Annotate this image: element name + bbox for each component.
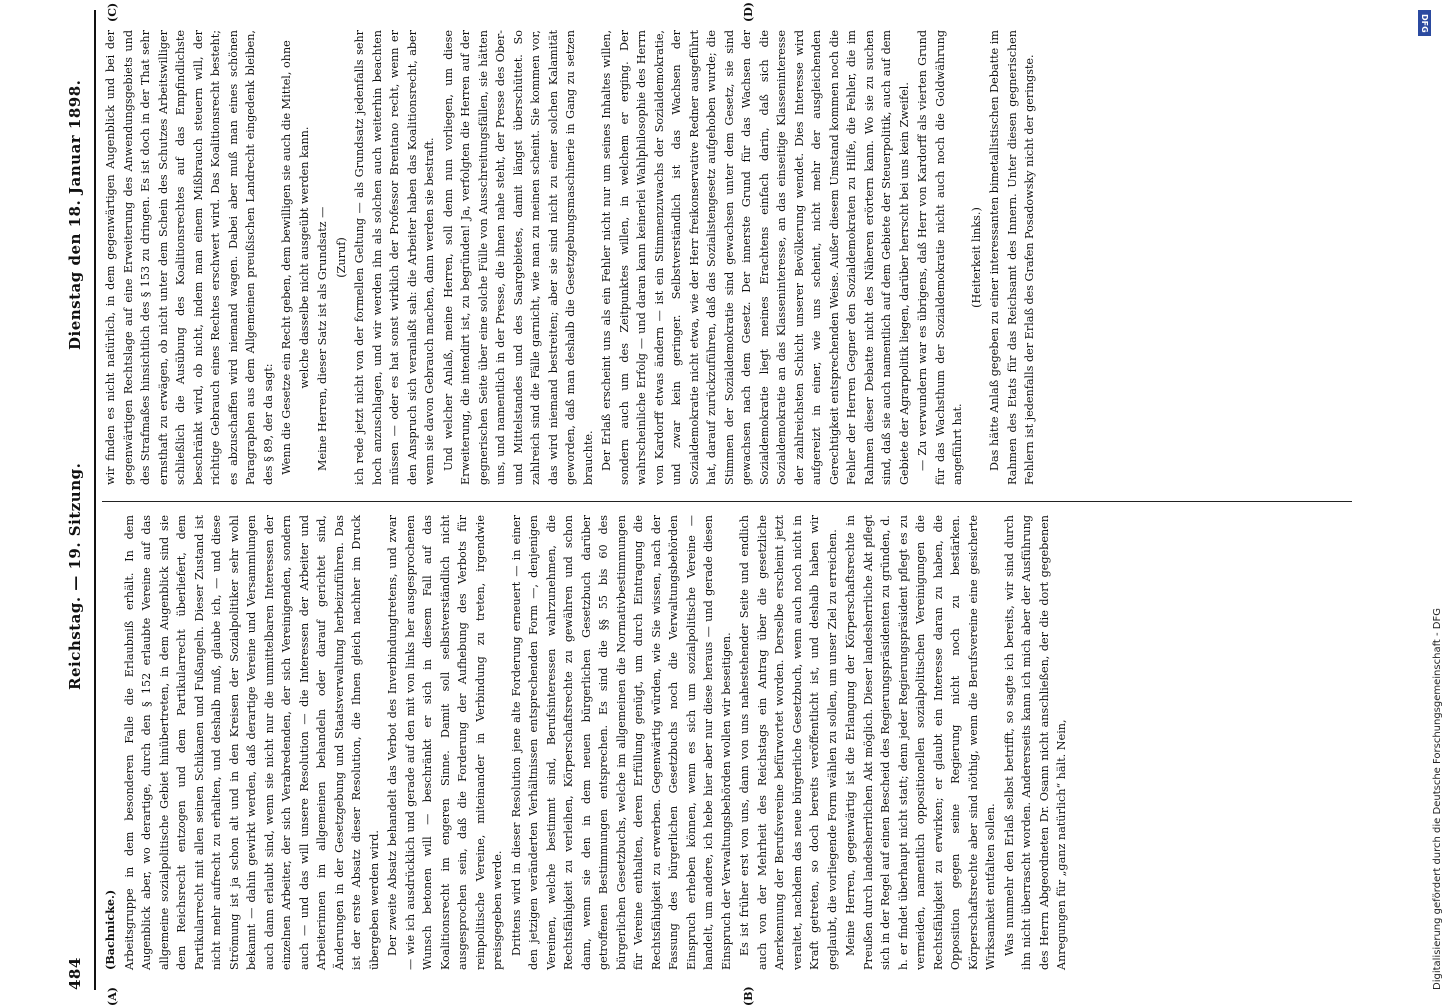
paragraph: Es ist früher erst von uns, dann von uns nahestehender Seite und endlich auch von der Mehrheit des Reichstags ein Antrag über die gesetzliche Anerkennung der Berufsvereine befürwortet worden. Derselbe erscheint jetzt veraltet, nachdem das neue bürgerliche Gesetzbuch, wenn auch noch nicht in Kraft getreten, so doch bereits veröffentlicht ist, und deshalb haben wir geglaubt, die vorliegende Form wählen zu sollen, um unser Ziel zu erreichen. [738, 515, 839, 970]
margin-marker-b: (B) [742, 986, 755, 1006]
header-session-title: Reichstag. — 19. Sitzung. [66, 462, 84, 690]
dfg-logo: DFG [1418, 10, 1431, 36]
paragraph: Drittens wird in dieser Resolution jene alte Forderung erneuert — in einer den jetzigen veränderten Verhältnissen entsprechenden Form —, denjenigen Vereinen, welche bestimmt sind, Berufsinteressen wahrzunehmen, die Rechtsfähigkeit zu verleihen, Körperschaftsrechte zu gewähren und schon dann, wenn sie den in dem neuen bürgerlichen Gesetzbuch darüber getroffenen Bestimmungen entsprechen. Es sind die §§ 55 bis 60 des bürgerlichen Gesetzbuchs, welche im allgemeinen die Normativbestimmungen für Vereine enthalten, deren Erfüllung genügt, um durch Eintragung die Rechtsfähigkeit zu erwerben. Gegenwärtig würden, wie Sie wissen, nach der Fassung des bürgerlichen Gesetzbuchs noch die Verwaltungsbehörden Einspruch erheben können, wenn es sich um sozialpolitische Vereine — handelt, um andere, ich hebe hier aber nur diese heraus — und gerade diesen Einspruch der Verwaltungsbehörden wollen wir beseitigen. [509, 515, 733, 970]
header-rule [94, 10, 96, 990]
paragraph: ich rede jetzt nicht von der formellen Geltung — als Grundsatz jedenfalls sehr hoch anzuschlagen, und wir werden ihn als solchen auch weiterhin beachten müssen — oder es hat sonst wirklich der Professor Brentano recht, wenn er den Anspruch sich veranlaßt sah: die Arbeiter haben das Koalitionsrecht, aber wenn sie davon Gebrauch machen, dann werden sie bestraft. [353, 30, 436, 485]
margin-marker-c: (C) [106, 2, 119, 22]
paragraph: Meine Herren, dieser Satz ist als Grundsatz — [316, 206, 329, 471]
paragraph: Und welcher Anlaß, meine Herren, soll denn nun vorliegen, um diese Erweiterung, die intendirt ist, zu begründen! Ja, verfolgten die Herren auf der gegnerischen Seite über eine solche Fülle von Ausschreitungsfällen, sie hätten uns, und namentlich in der Presse, die ihnen nahe steht, der Presse des Ober- und Mittelstandes und des Saargebietes, damit längst überschüttet. So zahlreich sind die Fälle garnicht, wie man zu meinen scheint. Sie kommen vor, das wird niemand bestreiten; aber sie sind nicht zu einer solchen Kalamität geworden, daß man deshalb die Gesetzgebungsmaschinerie in Gang zu setzen brauchte. [441, 30, 595, 485]
paragraph: wir finden es nicht natürlich, in dem gegenwärtigen Augenblick und bei der gegenwärtigen Rechtslage auf eine Erweiterung des Anwendungsgebiets und des Strafmaßes hinsichtlich des § 153 zu dringen. Es ist doch in der That sehr ernsthaft zu erwägen, ob nicht unter dem Schein des Schutzes Arbeitswilliger schließlich die Ausübung des Koalitionsrechtes auf das Empfindlichste beschränkt wird, ob nicht, indem man einem Mißbrauch steuern will, der richtige Gebrauch eines Rechtes erschwert wird. Das Koalitionsrecht besteht; es abzuschaffen wird niemand wagen. Dabei aber muß man eines schönen Paragraphen aus dem Allgemeinen preußischen Landrecht eingedenk bleiben, des § 89, der da sagt: [104, 30, 275, 485]
paragraph: Der zweite Absatz behandelt das Verbot des Inverbindungtretens, und zwar — wie ich ausdrücklich und gerade auf den mit von links her ausgesprochenen Wunsch betonen will — beschränkt er sich in diesem Fall auf das Koalitionsrecht im engeren Sinne. Damit soll selbstverständlich nicht ausgesprochen sein, daß die Forderung der Aufhebung des Verbots für reinpolitische Vereine, miteinander in Verbindung zu treten, irgendwie preisgegeben werde. [386, 515, 504, 970]
speaker-name: (Bachnicke.) [103, 889, 117, 970]
interjection: (Zuruf) [334, 237, 348, 278]
paragraph: Was nunmehr den Erlaß selbst betrifft, so sagte ich bereits, wir sind durch ihn nicht überrascht worden. Andererseits kann ich mich aber der Ausführung des Herrn Abgeordneten Dr. Osann nicht anschließen, der die dort gegebenen Anregungen für „ganz natürlich“ hält. Nein, [1002, 515, 1068, 970]
column-divider [102, 501, 1352, 502]
page-number: 484 [66, 957, 84, 990]
page-header [62, 10, 92, 990]
digitization-note: Digitalisierung gefördert durch die Deutsche Forschungsgemeinschaft - DFG [1432, 607, 1443, 990]
interjection: (Heiterkeit links.) [969, 207, 983, 308]
paragraph: Der Erlaß erscheint uns als ein Fehler nicht nur um seines Inhaltes willen, sondern auch um des Zeitpunktes willen, in welchem er erging. Der wahrscheinliche Erfolg — und daran kann keinerlei Wahlphilosophie des Herrn von Kardorff etwas ändern — ist ein Stimmenzuwachs der Sozialdemokratie, und zwar kein geringer. Selbstverständlich ist das Wachsen der Sozialdemokratie nicht etwa, wie der Herr freikonservative Redner ausgeführt hat, darauf zurückzuführen, daß das Sozialistengesetz aufgehoben wurde; die Stimmen der Sozialdemokratie sind gewachsen unter dem Gesetz, sie sind gewachsen nach dem Gesetz. Der innerste Grund für das Wachsen der Sozialdemokratie liegt meines Erachtens einfach darin, daß sich die Sozialdemokratie an das Klasseninteresse, an das einseitige Klasseninteresse der zahlreichsten Schicht unserer Bevölkerung wendet. Dies Interesse wird aufgereizt in einer, wie uns scheint, nicht mehr der ausgleichenden Gerechtigkeit entsprechenden Weise. Außer diesem Umstand kommen noch die Fehler der Herren Gegner den Sozialdemokraten zu Hilfe, die Fehler, die im Rahmen dieser Debatte nicht des Näheren erörtern kann. Wo sie zu suchen sind, daß sie auch namentlich auf dem Gebiete der Steuerpolitik, auch auf dem Gebiete der Agrarpolitik liegen, darüber herrscht bei uns kein Zweifel. [600, 30, 911, 485]
paragraph: — Zu verwundern war es übrigens, daß Herr von Kardorff als vierten Grund für das Wachsthum der Sozialdemokratie nicht auch noch die Goldwährung angeführt hat. [916, 30, 964, 485]
quoted-law: Wenn die Gesetze ein Recht geben, dem bewilligen sie auch die Mittel, ohne welche dasselbe nicht ausgeübt werden kann. [280, 40, 311, 475]
paragraph: Meine Herren, gegenwärtig ist die Erlangung der Körperschaftsrechte in Preußen durch landesherrlichen Akt möglich. Dieser landesherrliche Akt pflegt sich in der Regel auf einen Bescheid des Regierungspräsidenten zu gründen, d. h. er findet überhaupt nicht statt; denn jeder Regierungspräsident pflegt es zu vermeiden, namentlich oppositionellen sozialpolitischen Vereinigungen die Rechtsfähigkeit zu erwirken; er glaubt ein Interesse daran zu haben, die Opposition gegen seine Regierung nicht noch zu bestärken. Körperschaftsrechte aber sind nöthig, wenn die Berufsvereine eine gesicherte Wirksamkeit entfalten sollen. [844, 515, 997, 970]
rotated-page-content [62, 2, 1372, 1006]
margin-marker-d: (D) [742, 2, 755, 22]
paragraph: Das hätte Anlaß gegeben zu einer interessanten bimetallistischen Debatte im Rahmen des Etats für das Reichsamt des Innern. Unter diesen gegnerischen Fehlern ist jedenfalls der Erlaß des Grafen Posadowsky nicht der geringste. [988, 30, 1036, 485]
left-column [102, 515, 1352, 970]
paragraph: Arbeitsgruppe in dem besonderen Falle die Erlaubniß erhält. In dem Augenblick aber, wo derartige, durch den § 152 erlaubte Vereine auf das allgemeine sozialpolitische Gebiet hinübertreten, in dem Augenblick sind sie dem Reichsrecht entzogen und dem Partikularrecht überliefert, dem Partikularrecht mit allen seinen Schikanen und Fußangeln. Dieser Zustand ist nicht mehr aufrecht zu erhalten, und deshalb muß, glaube ich, — und diese Strömung ist ja schon alt und in den Kreisen der Sozialpolitiker sehr wohl bekannt — dahin gewirkt werden, daß derartige Vereine und Versammlungen auch dann erlaubt sind, wenn sie nicht nur die unmittelbaren Interessen der einzelnen Arbeiter, der sich Verabredenden, der sich Vereinigenden, sondern auch — und das will unsere Resolution — die Interessen der Arbeiter und Arbeiterinnen im allgemeinen behandeln oder darauf gerichtet sind, Änderungen in der Gesetzgebung und Staatsverwaltung herbeizuführen. Das ist der erste Absatz dieser Resolution, die Ihnen gleich nachher im Druck übergeben werden wird. [122, 515, 381, 970]
header-date-title: Dienstag den 18. Januar 1898. [66, 79, 84, 350]
margin-marker-a: (A) [106, 987, 119, 1006]
right-column [102, 30, 1352, 485]
